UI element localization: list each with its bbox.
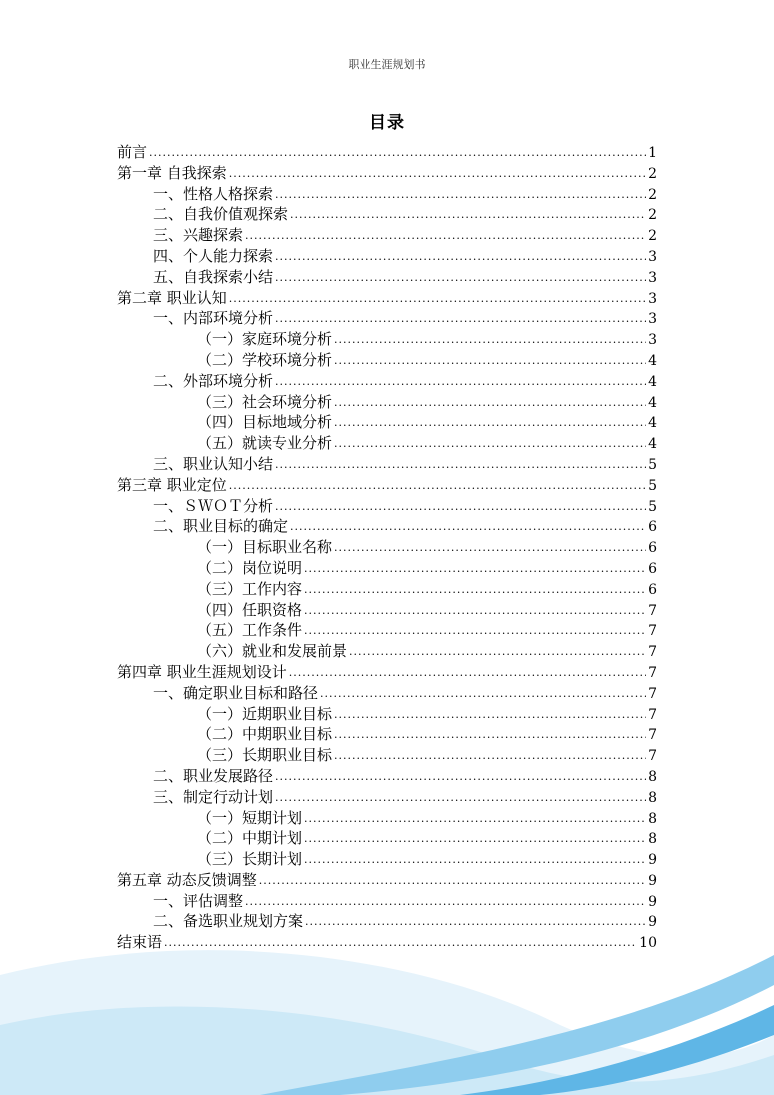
toc-entry[interactable] xyxy=(117,911,657,932)
toc-dot-leader xyxy=(334,393,646,414)
toc-dot-leader xyxy=(334,351,646,372)
toc-entry-page-number: 8 xyxy=(648,789,657,806)
toc-entry-page-number: 7 xyxy=(648,602,657,619)
toc-dot-leader xyxy=(334,705,646,726)
toc-entry-page-number: 8 xyxy=(648,810,657,827)
toc-entry-label: 前言 xyxy=(117,143,148,161)
toc-dot-leader xyxy=(334,725,646,746)
toc-entry-page-number: 3 xyxy=(648,332,657,349)
toc-entry-label: （一）目标职业名称 xyxy=(197,538,333,557)
toc-dot-leader xyxy=(275,247,646,268)
toc-dot-leader xyxy=(275,788,646,809)
toc-entry-page-number: 6 xyxy=(648,581,657,598)
toc-dot-leader xyxy=(304,559,646,580)
toc-dot-leader xyxy=(305,912,646,933)
toc-entry-label: 二、自我价值观探索 xyxy=(153,205,289,224)
toc-entry-label: 四、个人能力探索 xyxy=(153,246,274,265)
toc-dot-leader xyxy=(229,164,646,185)
toc-entry-page-number: 5 xyxy=(648,498,657,515)
toc-entry-label: 结束语 xyxy=(117,933,163,952)
toc-entry-page-number: 9 xyxy=(648,914,657,931)
toc-entry[interactable] xyxy=(117,683,657,704)
toc-entry-page-number: 2 xyxy=(648,165,657,182)
toc-entry-page-number: 7 xyxy=(648,623,657,640)
toc-dot-leader xyxy=(334,413,646,434)
toc-entry[interactable] xyxy=(117,932,657,953)
toc-entry-label: 一、性格人格探索 xyxy=(153,184,274,203)
toc-dot-leader xyxy=(164,933,637,954)
toc-entry-label: （一）家庭环境分析 xyxy=(197,330,333,349)
toc-entry-page-number: 3 xyxy=(648,269,657,286)
toc-entry-label: 一、内部环境分析 xyxy=(153,309,274,328)
toc-entry-label: （五）工作条件 xyxy=(197,621,303,640)
toc-entry[interactable] xyxy=(117,704,657,725)
toc-dot-leader xyxy=(334,538,646,559)
toc-entry[interactable] xyxy=(117,454,657,475)
toc-entry[interactable] xyxy=(117,766,657,787)
toc-dot-leader xyxy=(245,226,646,247)
toc-entry-page-number: 9 xyxy=(648,852,657,869)
toc-entry-label: （一）近期职业目标 xyxy=(197,704,333,723)
toc-dot-leader xyxy=(245,892,646,913)
toc-dot-leader xyxy=(304,580,646,601)
toc-entry[interactable] xyxy=(117,537,657,558)
toc-entry[interactable] xyxy=(117,745,657,766)
toc-entry-label: （二）中期计划 xyxy=(197,829,303,848)
toc-entry[interactable] xyxy=(117,329,657,350)
toc-entry[interactable] xyxy=(117,308,657,329)
toc-dot-leader xyxy=(334,746,646,767)
toc-entry-page-number: 7 xyxy=(648,685,657,702)
toc-dot-leader xyxy=(304,621,646,642)
toc-entry-label: （二）中期职业目标 xyxy=(197,725,333,744)
toc-entry[interactable] xyxy=(117,787,657,808)
toc-dot-leader xyxy=(349,642,646,663)
toc-entry-page-number: 7 xyxy=(648,664,657,681)
toc-entry[interactable] xyxy=(117,641,657,662)
toc-entry[interactable] xyxy=(117,620,657,641)
toc-entry-label: 第二章 职业认知 xyxy=(117,288,227,307)
toc-entry-label: 二、备选职业规划方案 xyxy=(153,912,304,931)
toc-entry-label: （三）长期计划 xyxy=(197,850,303,869)
toc-entry-label: 三、兴趣探索 xyxy=(153,226,244,245)
toc-entry-page-number: 7 xyxy=(648,727,657,744)
toc-entry-label: 第五章 动态反馈调整 xyxy=(117,870,257,889)
toc-title: 目录 xyxy=(369,113,405,133)
toc-entry-label: （五）就读专业分析 xyxy=(197,434,333,453)
toc-entry[interactable] xyxy=(117,475,657,496)
toc-entry[interactable] xyxy=(117,184,657,205)
toc-dot-leader xyxy=(289,663,646,684)
toc-entry[interactable] xyxy=(117,412,657,433)
toc-entry-page-number: 8 xyxy=(648,831,657,848)
toc-entry-page-number: 7 xyxy=(648,748,657,765)
toc-dot-leader xyxy=(275,372,646,393)
toc-entry-label: （二）学校环境分析 xyxy=(197,350,333,369)
toc-dot-leader xyxy=(229,289,646,310)
toc-dot-leader xyxy=(304,850,646,871)
toc-entry-label: （三）长期职业目标 xyxy=(197,746,333,765)
toc-entry-label: 二、职业发展路径 xyxy=(153,766,274,785)
toc-dot-leader xyxy=(290,517,646,538)
toc-entry[interactable] xyxy=(117,267,657,288)
toc-dot-leader xyxy=(304,829,646,850)
toc-entry-page-number: 7 xyxy=(648,644,657,661)
toc-entry[interactable] xyxy=(117,849,657,870)
table-of-contents xyxy=(117,142,657,953)
toc-entry-page-number: 4 xyxy=(648,415,657,432)
toc-entry-page-number: 3 xyxy=(648,290,657,307)
toc-entry-label: 第三章 职业定位 xyxy=(117,475,227,494)
toc-dot-leader xyxy=(275,309,646,330)
toc-dot-leader xyxy=(275,497,646,518)
toc-dot-leader xyxy=(304,809,646,830)
toc-entry[interactable] xyxy=(117,142,657,163)
toc-entry-page-number: 5 xyxy=(648,456,657,473)
toc-entry-page-number: 6 xyxy=(648,519,657,536)
toc-entry[interactable] xyxy=(117,579,657,600)
toc-entry-label: 三、制定行动计划 xyxy=(153,787,274,806)
toc-entry-label: 一、评估调整 xyxy=(153,891,244,910)
toc-entry[interactable] xyxy=(117,371,657,392)
toc-entry[interactable] xyxy=(117,288,657,309)
toc-dot-leader xyxy=(275,185,646,206)
toc-entry-page-number: 4 xyxy=(648,394,657,411)
toc-entry-label: （一）短期计划 xyxy=(197,808,303,827)
toc-entry-page-number: 8 xyxy=(648,768,657,785)
toc-dot-leader xyxy=(229,476,646,497)
toc-entry-label: 二、职业目标的确定 xyxy=(153,517,289,536)
toc-entry-label: 一、确定职业目标和路径 xyxy=(153,683,319,702)
toc-entry-label: （三）社会环境分析 xyxy=(197,392,333,411)
toc-entry[interactable] xyxy=(117,225,657,246)
toc-dot-leader xyxy=(304,601,646,622)
toc-entry[interactable] xyxy=(117,392,657,413)
toc-entry-label: （四）目标地域分析 xyxy=(197,413,333,432)
toc-entry[interactable] xyxy=(117,246,657,267)
toc-entry-label: （二）岗位说明 xyxy=(197,558,303,577)
toc-entry-page-number: 9 xyxy=(648,872,657,889)
toc-dot-leader xyxy=(275,767,646,788)
toc-dot-leader xyxy=(290,205,646,226)
toc-dot-leader xyxy=(320,684,646,705)
toc-entry-page-number: 10 xyxy=(639,935,657,952)
toc-entry[interactable] xyxy=(117,558,657,579)
toc-dot-leader xyxy=(275,268,646,289)
toc-entry-label: 一、ＳＷＯＴ分析 xyxy=(153,496,274,515)
toc-entry-page-number: 5 xyxy=(648,477,657,494)
toc-dot-leader xyxy=(259,871,646,892)
toc-entry-page-number: 2 xyxy=(648,186,657,203)
toc-entry[interactable] xyxy=(117,662,657,683)
toc-entry-page-number: 1 xyxy=(648,145,657,161)
toc-entry-page-number: 4 xyxy=(648,373,657,390)
toc-entry-label: 第一章 自我探索 xyxy=(117,163,227,182)
toc-entry-label: 三、职业认知小结 xyxy=(153,454,274,473)
toc-entry[interactable] xyxy=(117,496,657,517)
toc-entry-page-number: 6 xyxy=(648,560,657,577)
toc-entry-page-number: 9 xyxy=(648,893,657,910)
toc-entry-page-number: 6 xyxy=(648,540,657,557)
toc-dot-leader xyxy=(149,143,646,164)
toc-entry-page-number: 3 xyxy=(648,311,657,328)
toc-entry-page-number: 7 xyxy=(648,706,657,723)
toc-entry-page-number: 4 xyxy=(648,436,657,453)
toc-entry[interactable] xyxy=(117,724,657,745)
toc-entry-label: 第四章 职业生涯规划设计 xyxy=(117,662,287,681)
toc-entry[interactable] xyxy=(117,828,657,849)
toc-dot-leader xyxy=(334,434,646,455)
toc-entry-label: 五、自我探索小结 xyxy=(153,267,274,286)
toc-entry-label: （六）就业和发展前景 xyxy=(197,642,348,661)
toc-entry[interactable] xyxy=(117,204,657,225)
toc-entry-page-number: 3 xyxy=(648,248,657,265)
toc-entry-page-number: 2 xyxy=(648,207,657,224)
toc-entry[interactable] xyxy=(117,808,657,829)
toc-entry-page-number: 2 xyxy=(648,228,657,245)
toc-entry[interactable] xyxy=(117,891,657,912)
toc-entry[interactable] xyxy=(117,163,657,184)
toc-entry[interactable] xyxy=(117,870,657,891)
running-header: 职业生涯规划书 xyxy=(348,58,426,71)
toc-entry-label: （三）工作内容 xyxy=(197,579,303,598)
toc-entry[interactable] xyxy=(117,433,657,454)
toc-entry[interactable] xyxy=(117,516,657,537)
toc-entry[interactable] xyxy=(117,350,657,371)
toc-entry-page-number: 4 xyxy=(648,352,657,369)
toc-dot-leader xyxy=(334,330,646,351)
toc-entry[interactable] xyxy=(117,600,657,621)
toc-entry-label: （四）任职资格 xyxy=(197,600,303,619)
toc-dot-leader xyxy=(275,455,646,476)
toc-entry-label: 二、外部环境分析 xyxy=(153,371,274,390)
